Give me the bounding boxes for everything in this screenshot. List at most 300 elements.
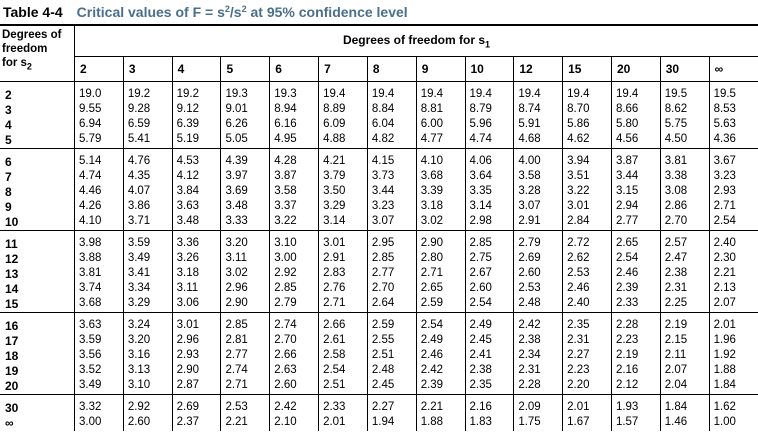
table-cell: 19.0	[75, 82, 124, 103]
column-header: 15	[563, 57, 612, 82]
table-cell: 2.70	[270, 333, 319, 348]
table-cell: 2.04	[660, 378, 709, 395]
table-cell: 4.10	[416, 149, 465, 170]
table-cell: 2.83	[319, 266, 368, 281]
f-critical-values-table	[0, 26, 758, 431]
table-cell: 1.57	[611, 415, 660, 431]
table-cell: 2.53	[221, 395, 270, 416]
table-cell: 3.23	[367, 199, 416, 214]
table-cell: 3.44	[611, 169, 660, 184]
row-header-subscript: 2	[26, 61, 32, 72]
table-cell: 2.72	[563, 231, 612, 252]
table-cell: 2.85	[221, 313, 270, 334]
table-cell: 2.74	[221, 363, 270, 378]
table-cell: 2.85	[367, 251, 416, 266]
table-cell: 3.50	[319, 184, 368, 199]
table-cell: 2.19	[611, 348, 660, 363]
table-cell: 3.16	[123, 348, 172, 363]
table-cell: 2.21	[221, 415, 270, 431]
table-cell: 5.19	[172, 132, 221, 149]
table-cell: 1.67	[563, 415, 612, 431]
column-header: 30	[660, 57, 709, 82]
table-cell: 2.69	[514, 251, 563, 266]
table-cell: 3.06	[172, 296, 221, 313]
table-cell: 8.94	[270, 102, 319, 117]
table-cell: 3.18	[416, 199, 465, 214]
table-cell: 8.84	[367, 102, 416, 117]
column-header: 6	[270, 57, 319, 82]
table-cell: 4.07	[123, 184, 172, 199]
table-cell: 2.93	[172, 348, 221, 363]
table-cell: 4.95	[270, 132, 319, 149]
table-cell: 2.90	[172, 363, 221, 378]
table-row	[0, 149, 758, 170]
table-cell: 2.15	[660, 333, 709, 348]
table-body	[0, 82, 758, 432]
row-label: 8	[0, 184, 75, 199]
table-cell: 2.61	[319, 333, 368, 348]
table-cell: 3.22	[270, 214, 319, 231]
table-cell: 6.09	[319, 117, 368, 132]
table-cell: 19.5	[660, 82, 709, 103]
table-cell: 2.39	[611, 281, 660, 296]
table-cell: 4.74	[465, 132, 514, 149]
table-cell: 3.39	[416, 184, 465, 199]
table-cell: 8.79	[465, 102, 514, 117]
table-cell: 2.27	[563, 348, 612, 363]
table-cell: 1.00	[709, 415, 758, 431]
table-row	[0, 231, 758, 252]
table-cell: 2.57	[660, 231, 709, 252]
table-cell: 5.80	[611, 117, 660, 132]
table-cell: 2.13	[709, 281, 758, 296]
table-row	[0, 251, 758, 266]
table-cell: 2.60	[270, 378, 319, 395]
row-header-line: Degrees of	[2, 29, 62, 41]
table-cell: 2.85	[465, 231, 514, 252]
table-cell: 2.42	[416, 363, 465, 378]
table-cell: 3.87	[611, 149, 660, 170]
table-cell: 2.96	[221, 281, 270, 296]
row-label: 3	[0, 102, 75, 117]
table-cell: 9.55	[79, 103, 102, 115]
table-cell: 19.2	[123, 82, 172, 103]
table-cell: 3.23	[709, 169, 758, 184]
table-cell: 3.01	[172, 313, 221, 334]
table-cell: 2.91	[319, 251, 368, 266]
table-cell: 3.00	[79, 416, 102, 428]
table-cell: 3.11	[221, 251, 270, 266]
row-header-line	[2, 56, 74, 73]
table-cell: 6.59	[123, 117, 172, 132]
table-cell: 2.95	[367, 231, 416, 252]
table-cell: 4.26	[79, 200, 102, 212]
table-cell: 6.16	[270, 117, 319, 132]
table-cell: 3.84	[172, 184, 221, 199]
table-cell: 19.4	[563, 82, 612, 103]
table-cell: 3.52	[79, 364, 102, 376]
table-cell: 5.63	[709, 117, 758, 132]
table-cell: 1.96	[709, 333, 758, 348]
column-group-header	[75, 26, 758, 57]
table-cell: 2.47	[660, 251, 709, 266]
column-header-row	[0, 57, 758, 82]
table-cell: 3.28	[514, 184, 563, 199]
table-cell: 2.66	[270, 348, 319, 363]
table-cell: 3.22	[563, 184, 612, 199]
table-cell: 1.88	[709, 363, 758, 378]
column-group-label: Degrees of freedom for s	[342, 32, 486, 47]
table-cell: 2.70	[367, 281, 416, 296]
table-cell: 2.79	[514, 231, 563, 252]
table-cell: 3.51	[563, 169, 612, 184]
table-cell: 19.4	[514, 82, 563, 103]
table-cell: 2.75	[465, 251, 514, 266]
table-cell: 2.41	[465, 348, 514, 363]
row-label: 16	[0, 313, 75, 334]
table-row	[0, 378, 758, 395]
table-cell: 1.62	[709, 395, 758, 416]
table-cell: 2.16	[465, 395, 514, 416]
table-cell: 2.85	[270, 281, 319, 296]
table-cell: 2.46	[563, 281, 612, 296]
row-header	[0, 26, 75, 82]
table-cell: 2.90	[221, 296, 270, 313]
table-cell: 3.44	[367, 184, 416, 199]
table-cell: 2.21	[709, 266, 758, 281]
table-cell: 3.58	[514, 169, 563, 184]
row-label: 20	[0, 378, 75, 395]
table-cell: 2.35	[563, 313, 612, 334]
table-cell: 2.54	[465, 296, 514, 313]
table-cell: 4.12	[172, 169, 221, 184]
table-cell: 1.93	[611, 395, 660, 416]
table-cell: 9.28	[123, 102, 172, 117]
table-cell: 1.46	[660, 415, 709, 431]
table-row	[0, 281, 758, 296]
table-cell: 19.4	[416, 82, 465, 103]
table-cell: 2.59	[416, 296, 465, 313]
table-cell: 2.71	[319, 296, 368, 313]
table-row	[0, 184, 758, 199]
table-cell: 4.36	[709, 132, 758, 149]
table-cell: 2.70	[660, 214, 709, 231]
table-cell: 2.65	[611, 231, 660, 252]
column-header: 7	[319, 57, 368, 82]
table-row	[0, 132, 758, 149]
table-cell: 3.32	[75, 395, 124, 416]
table-cell: 3.71	[123, 214, 172, 231]
table-cell: 2.51	[319, 378, 368, 395]
table-cell: 2.27	[367, 395, 416, 416]
table-cell: 5.91	[514, 117, 563, 132]
table-cell: 3.37	[270, 199, 319, 214]
table-cell: 3.68	[416, 169, 465, 184]
table-cell: 2.79	[270, 296, 319, 313]
table-cell: 3.59	[79, 334, 102, 346]
table-cell: 4.62	[563, 132, 612, 149]
table-cell: 3.29	[123, 296, 172, 313]
table-cell: 4.39	[221, 149, 270, 170]
table-cell: 6.00	[416, 117, 465, 132]
table-cell: 2.34	[514, 348, 563, 363]
table-cell: 2.98	[465, 214, 514, 231]
table-cell: 2.23	[563, 363, 612, 378]
table-cell: 4.68	[514, 132, 563, 149]
table-cell: 4.28	[270, 149, 319, 170]
table-cell: 3.64	[465, 169, 514, 184]
table-cell: 4.74	[79, 170, 102, 182]
table-cell: 3.14	[465, 199, 514, 214]
table-cell: 2.84	[563, 214, 612, 231]
table-cell: 2.80	[416, 251, 465, 266]
table-row	[0, 348, 758, 363]
table-cell: 2.09	[514, 395, 563, 416]
table-cell: 2.45	[465, 333, 514, 348]
row-label: 9	[0, 199, 75, 214]
table-cell: 3.49	[123, 251, 172, 266]
table-cell: 2.71	[709, 199, 758, 214]
table-cell: 4.06	[465, 149, 514, 170]
table-cell: 4.15	[367, 149, 416, 170]
table-cell: 8.66	[611, 102, 660, 117]
table-cell: 2.81	[221, 333, 270, 348]
table-cell: 2.40	[709, 231, 758, 252]
table-cell: 3.63	[172, 199, 221, 214]
table-cell: 5.79	[79, 133, 102, 145]
table-cell: 2.60	[514, 266, 563, 281]
table-cell: 8.53	[709, 102, 758, 117]
table-cell: 3.48	[172, 214, 221, 231]
table-cell: 2.49	[416, 333, 465, 348]
row-label: 14	[0, 281, 75, 296]
table-cell: 8.70	[563, 102, 612, 117]
row-label: ∞	[0, 415, 75, 431]
table-cell: 2.10	[270, 415, 319, 431]
table-cell: 6.94	[79, 118, 102, 130]
table-cell: 9.12	[172, 102, 221, 117]
table-cell: 3.69	[221, 184, 270, 199]
table-cell: 2.71	[221, 378, 270, 395]
table-cell: 2.33	[319, 395, 368, 416]
row-header-text: for s	[2, 57, 27, 69]
table-cell: 2.60	[123, 415, 172, 431]
table-cell: 5.96	[465, 117, 514, 132]
table-cell: 2.39	[416, 378, 465, 395]
table-cell: 1.88	[416, 415, 465, 431]
table-cell: 3.67	[709, 149, 758, 170]
row-label: 15	[0, 296, 75, 313]
table-cell: 3.38	[660, 169, 709, 184]
table-cell: 9.01	[221, 102, 270, 117]
row-label: 6	[0, 149, 75, 170]
table-cell: 1.75	[514, 415, 563, 431]
table-cell: 8.89	[319, 102, 368, 117]
table-cell: 3.68	[79, 297, 102, 309]
table-cell: 3.41	[123, 266, 172, 281]
table-cell: 3.33	[221, 214, 270, 231]
table-row	[0, 214, 758, 231]
table-cell: 2.12	[611, 378, 660, 395]
table-cell: 2.45	[367, 378, 416, 395]
row-label: 12	[0, 251, 75, 266]
column-group-subscript: 1	[485, 39, 491, 50]
table-cell: 8.81	[416, 102, 465, 117]
table-cell: 4.76	[123, 149, 172, 170]
table-cell: 3.81	[79, 267, 102, 279]
table-cell: 2.66	[319, 313, 368, 334]
table-cell: 2.48	[367, 363, 416, 378]
table-cell: 3.18	[172, 266, 221, 281]
table-cell: 2.54	[611, 251, 660, 266]
table-cell: 1.94	[367, 415, 416, 431]
table-cell: 2.31	[514, 363, 563, 378]
table-cell: 2.51	[367, 348, 416, 363]
table-cell: 3.24	[123, 313, 172, 334]
column-header: 8	[367, 57, 416, 82]
row-label: 18	[0, 348, 75, 363]
table-cell: 2.30	[709, 251, 758, 266]
table-cell: 1.84	[660, 395, 709, 416]
caption-superscript: 2	[224, 4, 230, 14]
caption-superscript: 2	[241, 4, 247, 14]
table-cell: 1.92	[709, 348, 758, 363]
table-cell: 4.21	[319, 149, 368, 170]
table-row	[0, 199, 758, 214]
table-cell: 2.31	[563, 333, 612, 348]
table-row	[0, 266, 758, 281]
table-cell: 4.53	[172, 149, 221, 170]
table-cell: 19.4	[367, 82, 416, 103]
table-cell: 2.19	[660, 313, 709, 334]
row-label: 2	[0, 82, 75, 103]
caption-part: at 95% confidence level	[246, 4, 408, 20]
table-cell: 2.90	[416, 231, 465, 252]
table-cell: 4.10	[79, 215, 102, 227]
table-cell: 3.98	[75, 231, 124, 252]
table-cell: 2.60	[465, 281, 514, 296]
table-cell: 2.58	[319, 348, 368, 363]
row-label: 7	[0, 169, 75, 184]
table-cell: 2.40	[563, 296, 612, 313]
table-cell: 2.46	[611, 266, 660, 281]
table-cell: 3.11	[172, 281, 221, 296]
table-cell: 2.01	[563, 395, 612, 416]
caption-part: /s	[229, 4, 242, 20]
table-cell: 2.74	[270, 313, 319, 334]
table-cell: 3.88	[79, 252, 102, 264]
column-header: 20	[611, 57, 660, 82]
table-cell: 3.58	[270, 184, 319, 199]
column-header: 10	[465, 57, 514, 82]
table-cell: 2.07	[709, 296, 758, 313]
table-cell: 3.01	[563, 199, 612, 214]
table-cell: 3.01	[319, 231, 368, 252]
row-label: 4	[0, 117, 75, 132]
table-cell: 2.07	[660, 363, 709, 378]
row-label: 13	[0, 266, 75, 281]
table-cell: 5.75	[660, 117, 709, 132]
table-cell: 2.77	[367, 266, 416, 281]
table-cell: 3.20	[221, 231, 270, 252]
table-row	[0, 102, 758, 117]
table-cell: 2.71	[416, 266, 465, 281]
table-cell: 2.11	[660, 348, 709, 363]
table-cell: 3.13	[123, 363, 172, 378]
table-cell: 2.67	[465, 266, 514, 281]
caption-part: Critical values of F = s	[76, 4, 225, 20]
table-cell: 2.37	[172, 415, 221, 431]
table-cell: 2.77	[611, 214, 660, 231]
column-header: 9	[416, 57, 465, 82]
table-cell: 1.83	[465, 415, 514, 431]
table-cell: 3.10	[123, 378, 172, 395]
table-cell: 2.23	[611, 333, 660, 348]
table-cell: 2.48	[514, 296, 563, 313]
table-row	[0, 117, 758, 132]
table-row	[0, 313, 758, 334]
table-cell: 3.35	[465, 184, 514, 199]
table-cell: 2.91	[514, 214, 563, 231]
table-cell: 2.92	[270, 266, 319, 281]
table-cell: 4.82	[367, 132, 416, 149]
table-cell: 19.4	[465, 82, 514, 103]
row-label: 10	[0, 214, 75, 231]
table-cell: 3.02	[416, 214, 465, 231]
row-label: 5	[0, 132, 75, 149]
column-header: 12	[514, 57, 563, 82]
table-cell: 5.05	[221, 132, 270, 149]
table-cell: 2.25	[660, 296, 709, 313]
table-cell: 2.55	[367, 333, 416, 348]
table-cell: 2.21	[416, 395, 465, 416]
table-row	[0, 395, 758, 416]
table-cell: 8.74	[514, 102, 563, 117]
table-cell: 2.54	[416, 313, 465, 334]
table-cell: 2.59	[367, 313, 416, 334]
table-cell: 2.93	[709, 184, 758, 199]
column-header: 2	[75, 57, 124, 82]
table-cell: 2.28	[611, 313, 660, 334]
table-cell: 4.46	[79, 185, 102, 197]
table-cell: 2.33	[611, 296, 660, 313]
table-cell: 2.01	[709, 313, 758, 334]
table-cell: 3.87	[270, 169, 319, 184]
table-cell: 2.16	[611, 363, 660, 378]
table-cell: 19.2	[172, 82, 221, 103]
row-label: 30	[0, 395, 75, 416]
table-cell: 2.76	[319, 281, 368, 296]
column-header: ∞	[709, 57, 758, 82]
table-cell: 6.39	[172, 117, 221, 132]
table-row	[0, 169, 758, 184]
table-cell: 2.69	[172, 395, 221, 416]
table-cell: 2.94	[611, 199, 660, 214]
table-cell: 4.35	[123, 169, 172, 184]
table-cell: 3.14	[319, 214, 368, 231]
table-cell: 4.50	[660, 132, 709, 149]
table-cell: 2.53	[514, 281, 563, 296]
table-cell: 2.53	[563, 266, 612, 281]
table-cell: 2.64	[367, 296, 416, 313]
table-cell: 3.29	[319, 199, 368, 214]
table-cell: 2.20	[563, 378, 612, 395]
table-cell: 2.31	[660, 281, 709, 296]
table-cell: 3.10	[270, 231, 319, 252]
table-cell: 3.49	[79, 379, 102, 391]
table-cell: 2.35	[465, 378, 514, 395]
table-cell: 3.56	[79, 349, 102, 361]
